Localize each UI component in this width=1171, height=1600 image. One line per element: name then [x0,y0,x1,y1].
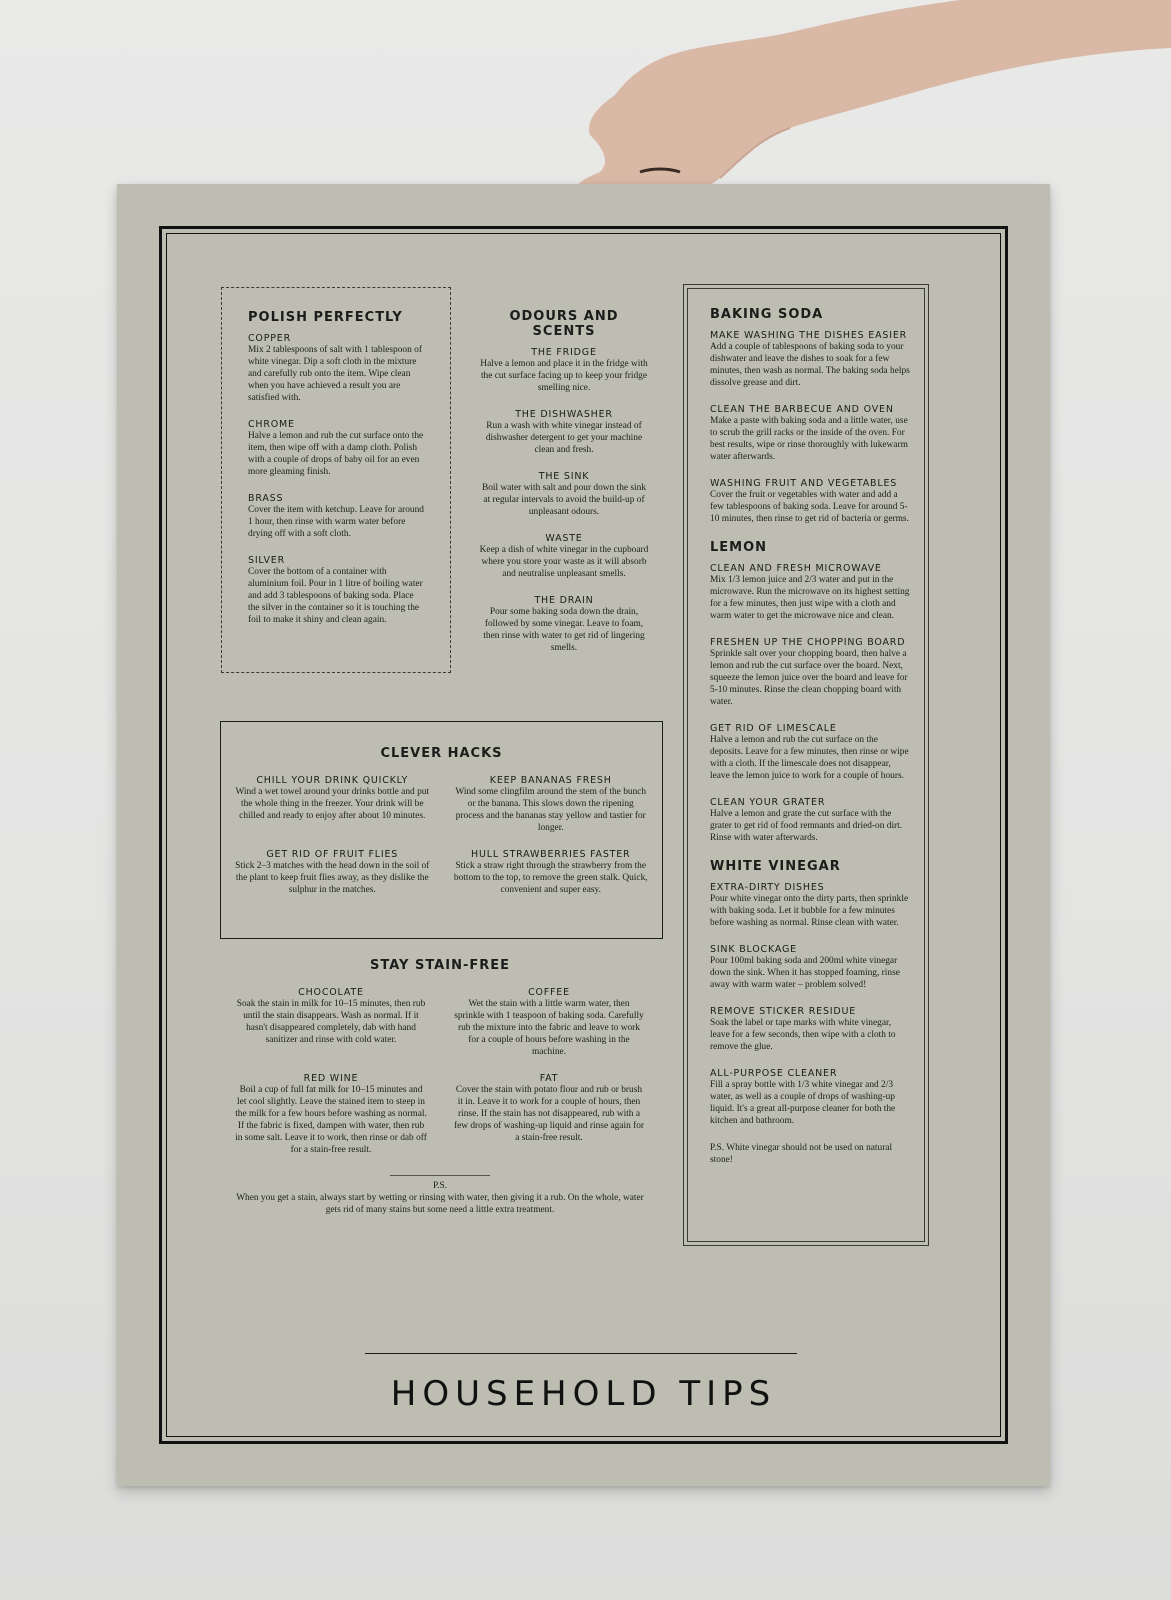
stain-item [453,987,645,1073]
stain-item [235,1073,427,1171]
vinegar-item-title: SINK BLOCKAGE [710,944,797,955]
lemon-item-text: Halve a lemon and rub the cut surface on the deposits. Leave for a few minutes, then rinse or wipe with a cloth. If the limescale does not disappear, leave the lemon juice to work for a couple of hours. [710,735,909,781]
polish-item-title: CHROME [248,419,295,430]
odours-item [479,533,649,580]
baking-item-text: Make a paste with baking soda and a little water, use to scrub the grill racks or the inside of the oven. For best results, wipe or rinse thoroughly with lukewarm water afterwards. [710,416,908,462]
polish-item-title: COPPER [248,333,291,344]
vinegar-ps: P.S. White vinegar should not be used on natural stone! [710,1143,893,1165]
polish-item-text: Cover the bottom of a container with aluminium foil. Pour in 1 litre of boiling water and add 3 tablespoons of baking soda. Place the silver in the container so it is touching the foil to make it shiny and clean again. [248,567,423,625]
hacks-item-title: HULL STRAWBERRIES FASTER [471,849,631,860]
hacks-item [454,849,649,911]
stain-item [453,1073,645,1171]
hacks-item [235,775,430,849]
vinegar-item [710,882,910,929]
odours-item-text: Boil water with salt and pour down the sink at regular intervals to avoid the build-up of unpleasant odours. [481,483,647,517]
title-divider [365,1353,797,1354]
lemon-section [710,540,910,844]
lemon-item-title: CLEAN AND FRESH MICROWAVE [710,563,882,574]
hacks-item [454,775,649,849]
stain-item-text: Boil a cup of full fat milk for 10–15 minutes and let cool slightly. Leave the stained item to steep in the milk for a few hours before washing as normal. If the fabric is fixed, dampen with water, then rub in some salt. Leave it to work, then rinse or dab off for a stain-free result. [235,1085,427,1155]
polish-item-title: BRASS [248,493,284,504]
vinegar-item [710,1006,910,1053]
lemon-item [710,797,910,844]
baking-section [710,307,910,525]
odours-item [479,595,649,654]
stain-item-text: Cover the stain with potato flour and rub or brush it in. Leave it to work for a couple of hours, then rinse. If the stain has not disappeared, rub with a few drops of washing-up liquid and rinse again for a stain-free result. [453,1085,645,1143]
odours-item [479,471,649,518]
lemon-item-text: Sprinkle salt over your chopping board, then halve a lemon and rub the cut surface over the board. Next, squeeze the lemon juice over the board and leave for 5-10 minutes. Rinse the clean chopping board with water. [710,649,908,707]
odours-section [479,309,649,669]
odours-item-title: THE DISHWASHER [515,409,613,420]
lemon-item-title: FRESHEN UP THE CHOPPING BOARD [710,637,906,648]
polish-item-text: Cover the item with ketchup. Leave for around 1 hour, then rinse with warm water before drying off with a soft cloth. [248,505,424,539]
odours-item-title: THE DRAIN [534,595,594,606]
polish-item [248,419,426,478]
stain-item-title: RED WINE [303,1073,359,1084]
lemon-item-title: CLEAN YOUR GRATER [710,797,826,808]
stain-item-title: COFFEE [528,987,570,998]
stain-item-text: Soak the stain in milk for 10–15 minutes, then rub until the stain disappears. Wash as normal. If it hasn't disappeared completely, dab with hand sanitizer and rinse with cold water. [236,999,426,1045]
odours-item [479,409,649,456]
lemon-item-text: Mix 1/3 lemon juice and 2/3 water and put in the microwave. Run the microwave on its highest setting for a few minutes, then just wipe with a cloth and warm water to get the microwave nice and clean. [710,575,910,621]
stain-heading: STAY STAIN-FREE [369,958,511,973]
baking-item-title: MAKE WASHING THE DISHES EASIER [710,330,908,341]
odours-item-text: Keep a dish of white vinegar in the cupboard where you store your waste as it will absorb and neutralise unpleasant smells. [479,545,649,579]
vinegar-section [710,859,910,1166]
baking-item [710,478,910,525]
baking-heading: BAKING SODA [710,307,824,322]
baking-item-text: Add a couple of tablespoons of baking soda to your dishwater and leave the dishes to soak for a few minutes, then wash as normal. The baking soda helps dissolve grease and dirt. [710,342,910,388]
odours-heading: ODOURS AND SCENTS [509,309,619,339]
lemon-item-title: GET RID OF LIMESCALE [710,723,837,734]
odours-item [479,347,649,394]
lemon-item [710,723,910,782]
vinegar-item-title: EXTRA-DIRTY DISHES [710,882,825,893]
hacks-item-title: CHILL YOUR DRINK QUICKLY [256,775,409,786]
polish-item-text: Halve a lemon and rub the cut surface onto the item, then wipe off with a damp cloth. Polish with a couple of drops of baby oil for an even more gleaming finish. [248,431,424,477]
stain-item-title: FAT [539,1073,559,1084]
hacks-item-text: Wind some clingfilm around the stem of the bunch or the banana. This slows down the ripening process and the bananas stay yellow and tastier for longer. [455,787,647,833]
hacks-heading: CLEVER HACKS [380,746,503,761]
baking-item-title: CLEAN THE BARBECUE AND OVEN [710,404,894,415]
odours-item-text: Pour some baking soda down the drain, followed by some vinegar. Leave to foam, then rinse with water to get rid of lingering smells. [483,607,645,653]
odours-item-title: THE FRIDGE [531,347,597,358]
baking-item [710,404,910,463]
stain-ps-label: P.S. [432,1181,448,1191]
polish-heading: POLISH PERFECTLY [248,310,403,325]
odours-item-text: Run a wash with white vinegar instead of dishwasher detergent to get your machine clean and fresh. [485,421,643,455]
odours-item-title: THE SINK [538,471,590,482]
polish-item-title: SILVER [248,555,285,566]
stain-ps-text: When you get a stain, always start by wetting or rinsing with water, then giving it a rub. On the whole, water gets rid of many stains but some need a little extra treatment. [236,1193,644,1215]
hacks-section [220,721,663,939]
odours-item-text: Halve a lemon and place it in the fridge with the cut surface facing up to keep your fridge smelling nice. [480,359,648,393]
vinegar-item-title: REMOVE STICKER RESIDUE [710,1006,857,1017]
vinegar-item-text: Soak the label or tape marks with white vinegar, leave for a few seconds, then wipe with a cloth to remove the glue. [710,1018,896,1052]
lemon-heading: LEMON [710,540,768,555]
polish-section [221,287,451,673]
poster [117,184,1050,1486]
hacks-item-text: Wind a wet towel around your drinks bottle and put the whole thing in the freezer. Your drink will be chilled and ready to enjoy after about 10 minutes. [235,787,430,821]
poster-title: HOUSEHOLD TIPS [390,1374,777,1414]
vinegar-item-title: ALL-PURPOSE CLEANER [710,1068,838,1079]
vinegar-item-text: Pour white vinegar onto the dirty parts, then sprinkle with baking soda. Let it bubble for a few minutes before washing as normal. Rinse clean with water. [710,894,909,928]
stain-item [235,987,427,1073]
hacks-item-title: KEEP BANANAS FRESH [489,775,612,786]
polish-item [248,493,426,540]
lemon-item-text: Halve a lemon and grate the cut surface with the grater to get rid of food remnants and dried-on dirt. Rinse with water afterwards. [710,809,903,843]
vinegar-heading: WHITE VINEGAR [710,859,841,874]
stain-section [235,958,645,1216]
polish-item-text: Mix 2 tablespoons of salt with 1 tablespoon of white vinegar. Dip a soft cloth in the mixture and carefully rub onto the item. Wipe clean when you have achieved a result you are satisfied with. [248,345,422,403]
lemon-item [710,637,910,708]
right-column [683,284,929,1246]
polish-item [248,333,426,404]
hacks-item [235,849,430,911]
vinegar-item [710,1068,910,1127]
baking-item [710,330,910,389]
stain-ps [235,1175,645,1216]
vinegar-item-text: Pour 100ml baking soda and 200ml white vinegar down the sink. When it has stopped foaming, rinse away with warm water – problem solved! [710,956,900,990]
lemon-item [710,563,910,622]
hacks-item-title: GET RID OF FRUIT FLIES [266,849,399,860]
stain-item-title: CHOCOLATE [298,987,364,998]
ps-divider [390,1175,490,1176]
hacks-item-text: Stick a straw right through the strawberry from the bottom to the top, to remove the green stalk. Quick, convenient and super easy. [453,861,648,895]
stain-item-text: Wet the stain with a little warm water, then sprinkle with 1 teaspoon of baking soda. Carefully rub the mixture into the fabric and leave to work for a couple of hours before washing in the machine. [454,999,644,1057]
baking-item-title: WASHING FRUIT AND VEGETABLES [710,478,898,489]
polish-item [248,555,426,626]
vinegar-item [710,944,910,991]
odours-item-title: WASTE [545,533,583,544]
vinegar-item-text: Fill a spray bottle with 1/3 white vinegar and 2/3 water, as well as a couple of drops of washing-up liquid. It's a great all-purpose cleaner for both the kitchen and bathroom. [710,1080,896,1126]
baking-item-text: Cover the fruit or vegetables with water and add a few tablespoons of baking soda. Leave for around 5-10 minutes, then rinse to get rid of bacteria or germs. [710,490,909,524]
hacks-item-text: Stick 2–3 matches with the head down in the soil of the plant to keep fruit flies away, as they dislike the sulphur in the matches. [235,861,430,895]
